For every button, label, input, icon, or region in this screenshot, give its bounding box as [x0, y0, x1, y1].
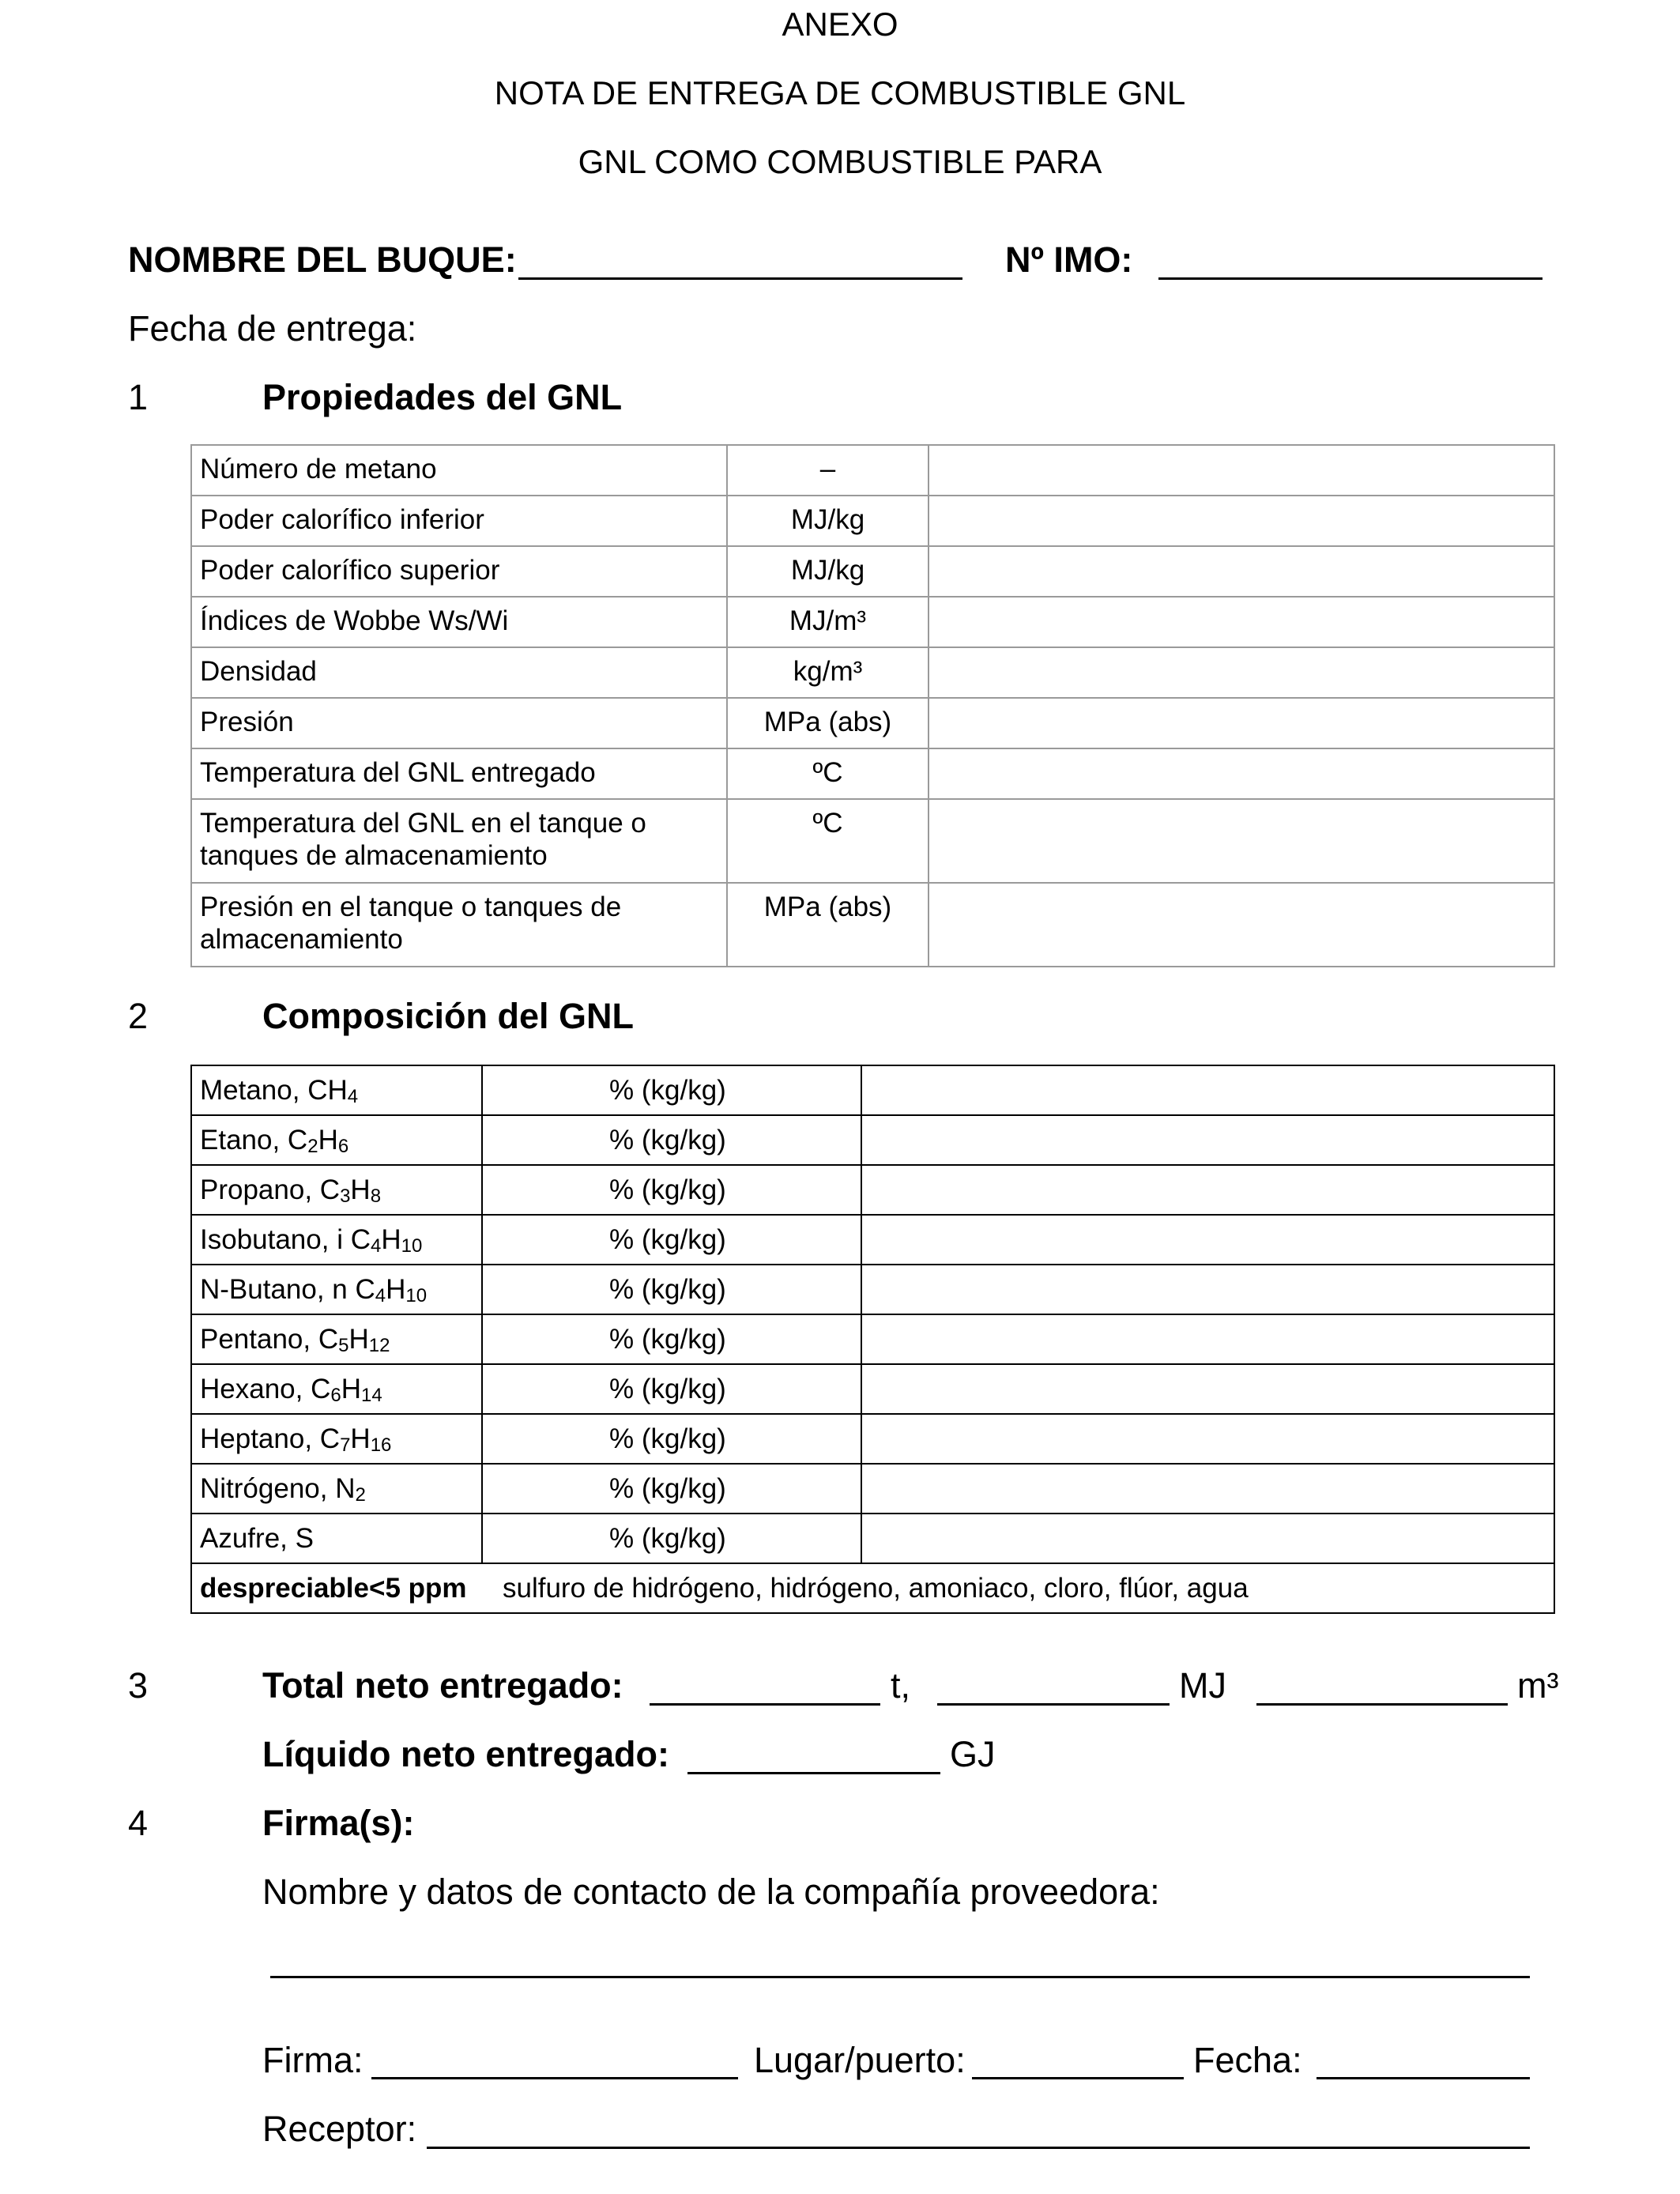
property-row — [191, 698, 1554, 748]
formula-subscript: 7 — [340, 1434, 351, 1456]
component-unit: % (kg/kg) — [482, 1065, 861, 1115]
component-value-cell[interactable] — [861, 1065, 1554, 1115]
property-name: Temperatura del GNL en el tanque o tanques de almacenamiento — [200, 808, 646, 871]
section-3-number: 3 — [128, 1665, 149, 1706]
component-value-cell[interactable] — [861, 1115, 1554, 1165]
component-value-cell[interactable] — [861, 1464, 1554, 1514]
property-unit: – — [819, 454, 836, 484]
component-unit: % (kg/kg) — [482, 1165, 861, 1215]
property-row — [191, 597, 1554, 647]
property-name: Número de metano — [200, 454, 437, 484]
formula-subscript: 14 — [361, 1385, 382, 1406]
property-name-cell — [191, 496, 727, 546]
property-name-cell — [191, 799, 727, 883]
component-name: H — [350, 1423, 371, 1454]
component-value-cell[interactable] — [861, 1215, 1554, 1265]
component-name-cell — [191, 1065, 482, 1115]
property-row — [191, 799, 1554, 883]
composition-row — [191, 1165, 1554, 1215]
component-name: H — [350, 1174, 371, 1205]
component-name: Isobutano, i C — [200, 1224, 371, 1255]
component-name: Heptano, C — [200, 1423, 341, 1454]
property-unit-cell — [727, 546, 929, 597]
property-name: Poder calorífico superior — [200, 555, 500, 586]
component-unit: % (kg/kg) — [482, 1514, 861, 1563]
unit-tonnes: t, — [891, 1665, 911, 1706]
composition-row — [191, 1115, 1554, 1165]
composition-row — [191, 1414, 1554, 1464]
component-name: Metano, CH — [200, 1075, 348, 1106]
formula-subscript: 4 — [370, 1235, 382, 1257]
component-name: Hexano, C — [200, 1374, 331, 1404]
component-unit: % (kg/kg) — [482, 1414, 861, 1464]
property-unit: MPa (abs) — [763, 892, 892, 922]
property-unit-cell — [727, 496, 929, 546]
property-name-cell — [191, 546, 727, 597]
property-name-cell — [191, 445, 727, 496]
property-unit-cell — [727, 597, 929, 647]
formula-subscript: 6 — [330, 1385, 341, 1406]
unit-m3: m³ — [1517, 1665, 1559, 1706]
property-value-cell[interactable] — [929, 647, 1554, 698]
property-row — [191, 883, 1554, 967]
receiver-field[interactable] — [427, 2147, 1530, 2149]
property-name-cell — [191, 748, 727, 799]
component-unit: % (kg/kg) — [482, 1464, 861, 1514]
property-unit: kg/m³ — [793, 656, 863, 687]
composition-row — [191, 1464, 1554, 1514]
component-unit: % (kg/kg) — [482, 1265, 861, 1314]
formula-subscript: 12 — [368, 1335, 390, 1356]
section-2-number: 2 — [128, 996, 149, 1036]
signature-label: Firma: — [262, 2040, 363, 2080]
component-unit: % (kg/kg) — [482, 1314, 861, 1364]
property-name: Temperatura del GNL entregado — [200, 757, 596, 788]
property-name: Presión — [200, 707, 294, 737]
component-name-cell — [191, 1514, 482, 1563]
composition-note-text: sulfuro de hidrógeno, hidrógeno, amoniaco, cloro, flúor, agua — [502, 1573, 1249, 1604]
property-value-cell[interactable] — [929, 799, 1554, 883]
liquid-gj-field[interactable] — [687, 1772, 940, 1774]
formula-subscript: 4 — [375, 1285, 386, 1306]
formula-subscript: 2 — [355, 1484, 366, 1506]
property-unit-cell — [727, 698, 929, 748]
property-unit: MJ/kg — [790, 555, 865, 586]
composition-row — [191, 1314, 1554, 1364]
formula-subscript: 5 — [338, 1335, 349, 1356]
formula-subscript: 10 — [405, 1285, 428, 1306]
property-unit-cell — [727, 647, 929, 698]
property-row — [191, 546, 1554, 597]
component-name: Propano, C — [200, 1174, 341, 1205]
property-name-cell — [191, 883, 727, 967]
imo-field[interactable] — [1158, 277, 1543, 280]
property-name: Densidad — [200, 656, 317, 687]
property-name-cell — [191, 597, 727, 647]
property-row — [191, 647, 1554, 698]
date-field[interactable] — [1317, 2077, 1530, 2079]
property-value-cell[interactable] — [929, 597, 1554, 647]
composition-row — [191, 1065, 1554, 1115]
formula-subscript: 10 — [401, 1235, 423, 1257]
component-name: H — [381, 1224, 401, 1255]
section-4-number: 4 — [128, 1803, 149, 1843]
component-name: N-Butano, n C — [200, 1274, 375, 1305]
composition-row — [191, 1265, 1554, 1314]
property-unit-cell — [727, 748, 929, 799]
supplier-field[interactable] — [270, 1976, 1530, 1978]
signatures-title: Firma(s): — [262, 1803, 415, 1843]
component-name: H — [318, 1125, 338, 1155]
signature-field[interactable] — [371, 2077, 738, 2079]
unit-gj: GJ — [950, 1734, 996, 1774]
property-value-cell[interactable] — [929, 698, 1554, 748]
delivery-date-label: Fecha de entrega: — [128, 308, 417, 349]
document-title: NOTA DE ENTREGA DE COMBUSTIBLE GNL — [494, 74, 1186, 111]
property-unit-cell — [727, 799, 929, 883]
property-name: Índices de Wobbe Ws/Wi — [200, 605, 509, 636]
total-tonnes-field[interactable] — [650, 1703, 880, 1706]
component-value-cell[interactable] — [861, 1514, 1554, 1563]
component-unit: % (kg/kg) — [482, 1215, 861, 1265]
section-2-title: Composición del GNL — [262, 996, 635, 1036]
component-value-cell[interactable] — [861, 1414, 1554, 1464]
property-unit: MPa (abs) — [763, 707, 892, 737]
component-name-cell — [191, 1314, 482, 1364]
section-1-title: Propiedades del GNL — [262, 377, 623, 417]
composition-note-row — [191, 1563, 1554, 1613]
component-name: Azufre, S — [200, 1523, 314, 1554]
composition-table — [190, 1065, 1555, 1614]
receiver-label: Receptor: — [262, 2109, 417, 2149]
property-unit: MJ/m³ — [789, 605, 867, 636]
component-name: H — [386, 1274, 406, 1305]
section-1-number: 1 — [128, 377, 149, 417]
formula-subscript: 16 — [370, 1434, 392, 1456]
component-name-cell — [191, 1464, 482, 1514]
total-m3-field[interactable] — [1256, 1703, 1508, 1706]
composition-row — [191, 1215, 1554, 1265]
total-mj-field[interactable] — [937, 1703, 1170, 1706]
property-value-cell[interactable] — [929, 748, 1554, 799]
formula-subscript: 4 — [347, 1086, 359, 1107]
composition-note-label: despreciable<5 ppm — [200, 1573, 467, 1604]
supplier-label: Nombre y datos de contacto de la compañía proveedora: — [262, 1872, 1160, 1912]
property-name-cell — [191, 647, 727, 698]
component-unit: % (kg/kg) — [482, 1364, 861, 1414]
total-delivered-label: Total neto entregado: — [262, 1665, 623, 1706]
property-value-cell[interactable] — [929, 496, 1554, 546]
component-name: H — [348, 1324, 369, 1355]
vessel-name-label: NOMBRE DEL BUQUE: — [128, 239, 517, 280]
component-value-cell[interactable] — [861, 1165, 1554, 1215]
unit-mj: MJ — [1179, 1665, 1226, 1706]
place-field[interactable] — [972, 2077, 1184, 2079]
place-label: Lugar/puerto: — [754, 2040, 966, 2080]
composition-row — [191, 1514, 1554, 1563]
property-unit: ºC — [812, 757, 843, 788]
component-name: Etano, C — [200, 1125, 308, 1155]
formula-subscript: 2 — [307, 1136, 318, 1157]
property-unit-cell — [727, 883, 929, 967]
property-row — [191, 445, 1554, 496]
composition-row — [191, 1364, 1554, 1414]
liquid-delivered-label: Líquido neto entregado: — [262, 1734, 669, 1774]
vessel-name-field[interactable] — [518, 277, 962, 280]
imo-label: Nº IMO: — [1005, 239, 1133, 280]
properties-table — [190, 444, 1555, 967]
component-unit: % (kg/kg) — [482, 1115, 861, 1165]
property-name: Presión en el tanque o tanques de almacenamiento — [200, 892, 622, 955]
property-value-cell[interactable] — [929, 883, 1554, 967]
component-name: H — [341, 1374, 362, 1404]
component-name-cell — [191, 1215, 482, 1265]
formula-subscript: 6 — [337, 1136, 349, 1157]
component-name-cell — [191, 1364, 482, 1414]
formula-subscript: 3 — [340, 1186, 351, 1207]
component-name: Pentano, C — [200, 1324, 339, 1355]
component-value-cell[interactable] — [861, 1364, 1554, 1414]
property-value-cell[interactable] — [929, 445, 1554, 496]
property-unit-cell — [727, 445, 929, 496]
annex-heading: ANEXO — [782, 6, 898, 43]
property-unit: ºC — [812, 808, 843, 839]
component-name-cell — [191, 1414, 482, 1464]
component-name-cell — [191, 1265, 482, 1314]
property-row — [191, 748, 1554, 799]
property-name: Poder calorífico inferior — [200, 504, 484, 535]
property-unit: MJ/kg — [790, 504, 865, 535]
document-subtitle: GNL COMO COMBUSTIBLE PARA — [578, 143, 1102, 180]
formula-subscript: 8 — [370, 1186, 382, 1207]
component-name-cell — [191, 1115, 482, 1165]
component-name: Nitrógeno, N — [200, 1473, 356, 1504]
date-label: Fecha: — [1193, 2040, 1302, 2080]
property-name-cell — [191, 698, 727, 748]
property-row — [191, 496, 1554, 546]
property-value-cell[interactable] — [929, 546, 1554, 597]
component-value-cell[interactable] — [861, 1265, 1554, 1314]
component-name-cell — [191, 1165, 482, 1215]
component-value-cell[interactable] — [861, 1314, 1554, 1364]
